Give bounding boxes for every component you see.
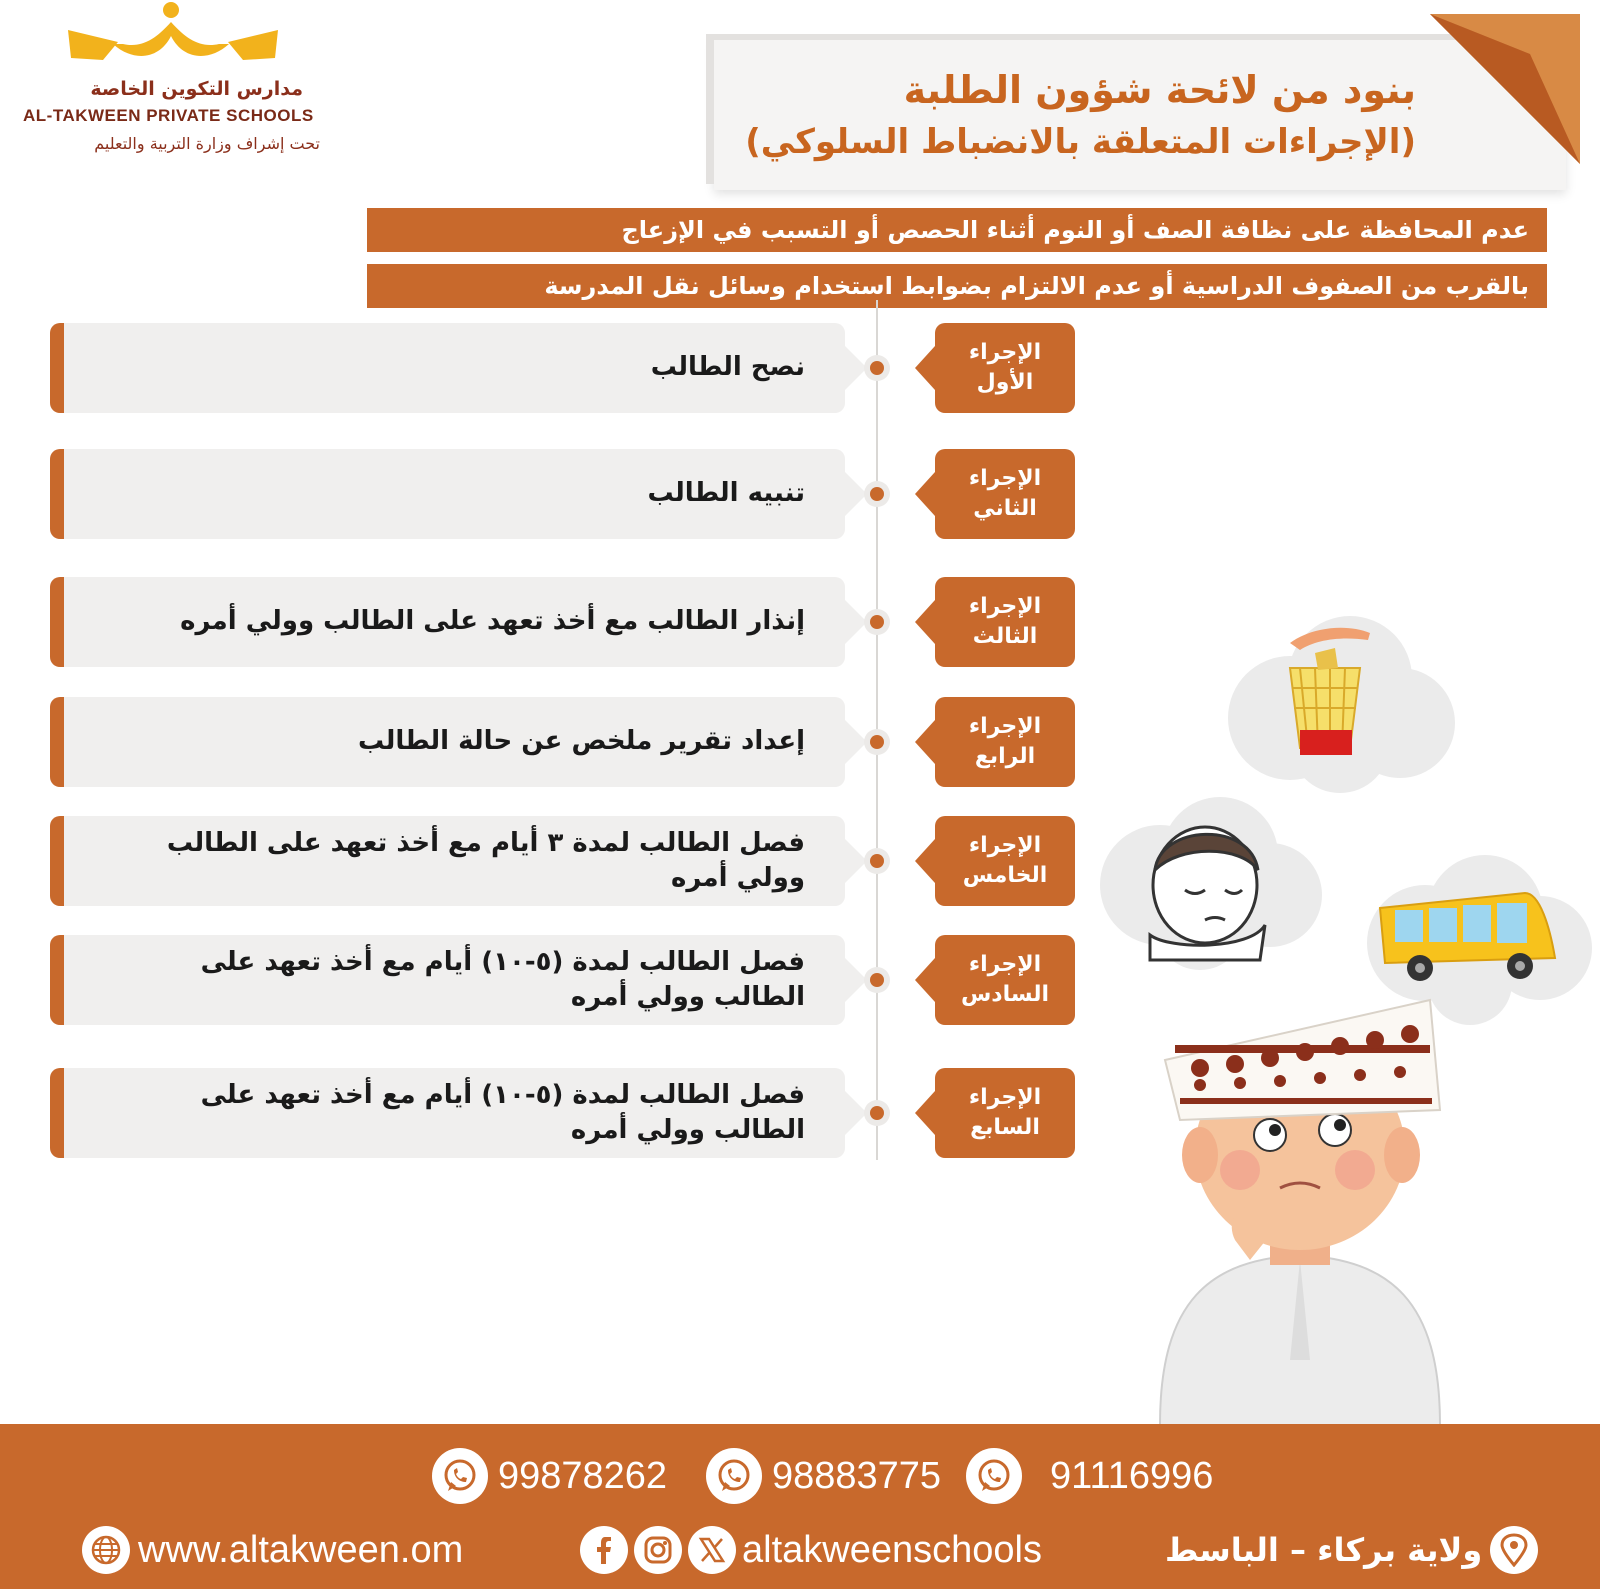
procedure-card [50, 449, 845, 539]
procedure-row-2 [0, 449, 1100, 541]
location-info [1165, 1520, 1538, 1580]
procedure-text: تنبيه الطالب [647, 478, 805, 509]
step-word: الإجراء [968, 594, 1042, 620]
page-subtitle: (الإجراءات المتعلقة بالانضباط السلوكي) [745, 122, 1416, 162]
logo-name-ar: مدارس التكوين الخاصة [90, 78, 303, 100]
procedure-step-label [935, 577, 1075, 667]
procedure-text: فصل الطالب لمدة ٣ أيام مع أخذ تعهد على الطالب وولي أمره [166, 827, 805, 893]
step-word: الإجراء [968, 1085, 1042, 1111]
step-word: الإجراء [968, 833, 1042, 859]
procedure-card [50, 935, 845, 1025]
footer [0, 1424, 1600, 1589]
phone-contact-1[interactable] [966, 1446, 1213, 1506]
logo-emblem-icon [63, 0, 283, 78]
procedure-step-label [935, 816, 1075, 906]
step-word: الإجراء [968, 340, 1042, 366]
logo-tagline: تحت إشراف وزارة التربية والتعليم [94, 134, 320, 153]
facebook-icon[interactable] [580, 1526, 628, 1574]
procedure-card [50, 323, 845, 413]
phone-contact-3[interactable] [432, 1446, 667, 1506]
step-ordinal: الخامس [962, 863, 1048, 888]
procedure-step-label [935, 697, 1075, 787]
whatsapp-icon [432, 1448, 488, 1504]
website-link[interactable] [82, 1520, 463, 1580]
phone-contact-2[interactable] [706, 1446, 941, 1506]
procedure-row-5 [0, 816, 1100, 908]
procedure-card [50, 577, 845, 667]
procedure-step-label [935, 935, 1075, 1025]
step-ordinal: السابع [970, 1115, 1040, 1140]
procedure-card [50, 1068, 845, 1158]
instagram-icon[interactable] [634, 1526, 682, 1574]
timeline-dot [864, 355, 890, 381]
x-icon[interactable] [688, 1526, 736, 1574]
procedure-step-label [935, 449, 1075, 539]
page-curl-decoration [1430, 14, 1580, 164]
page-title: بنود من لائحة شؤون الطلبة [903, 68, 1416, 112]
student-illustration [1130, 970, 1470, 1425]
whatsapp-icon [706, 1448, 762, 1504]
step-word: الإجراء [968, 952, 1042, 978]
step-ordinal: الثاني [973, 496, 1037, 521]
website-url: www.altakween.om [138, 1528, 464, 1571]
phone-number: 98883775 [772, 1454, 942, 1497]
thought-cloud-sleeping-icon [1090, 785, 1330, 975]
whatsapp-icon [966, 1448, 1022, 1504]
procedure-card [50, 816, 845, 906]
condition-bar-2: بالقرب من الصفوف الدراسية أو عدم الالتزام بضوابط استخدام وسائل نقل المدرسة [367, 264, 1547, 308]
step-word: الإجراء [968, 466, 1042, 492]
timeline-dot [864, 609, 890, 635]
timeline-dot [864, 848, 890, 874]
school-logo [8, 0, 338, 170]
procedure-text: إعداد تقرير ملخص عن حالة الطالب [358, 726, 805, 757]
timeline-dot [864, 729, 890, 755]
thought-cloud-trash-icon [1220, 608, 1460, 798]
social-links [580, 1520, 1042, 1580]
step-ordinal: الأول [976, 370, 1034, 395]
location-pin-icon [1490, 1526, 1538, 1574]
procedure-text: فصل الطالب لمدة (٥-١٠) أيام مع أخذ تعهد على الطالب وولي أمره [200, 946, 805, 1012]
step-word: الإجراء [968, 714, 1042, 740]
step-ordinal: الثالث [972, 624, 1038, 649]
timeline-dot [864, 1100, 890, 1126]
procedure-step-label [935, 323, 1075, 413]
phone-number: 99878262 [498, 1454, 668, 1497]
procedure-row-1 [0, 323, 1100, 415]
timeline-dot [864, 481, 890, 507]
step-ordinal: السادس [960, 982, 1050, 1007]
phone-number: 91116996 [1050, 1454, 1214, 1497]
globe-icon [82, 1526, 130, 1574]
condition-bar-1: عدم المحافظة على نظافة الصف أو النوم أثناء الحصص أو التسبب في الإزعاج [367, 208, 1547, 252]
step-ordinal: الرابع [974, 744, 1036, 769]
timeline-dot [864, 967, 890, 993]
procedure-text: فصل الطالب لمدة (٥-١٠) أيام مع أخذ تعهد على الطالب وولي أمره [200, 1079, 805, 1145]
social-handle: altakweenschools [742, 1528, 1042, 1571]
procedure-step-label [935, 1068, 1075, 1158]
procedure-row-3 [0, 577, 1100, 669]
procedure-text: إنذار الطالب مع أخذ تعهد على الطالب وولي أمره [180, 606, 805, 637]
procedure-row-6 [0, 935, 1100, 1027]
procedure-text: نصح الطالب [650, 352, 805, 383]
procedure-card [50, 697, 845, 787]
logo-name-en: AL-TAKWEEN PRIVATE SCHOOLS [23, 106, 314, 125]
procedure-row-7 [0, 1068, 1100, 1160]
location-text: ولاية بركاء – الباسط [1165, 1531, 1483, 1569]
procedure-row-4 [0, 697, 1100, 789]
